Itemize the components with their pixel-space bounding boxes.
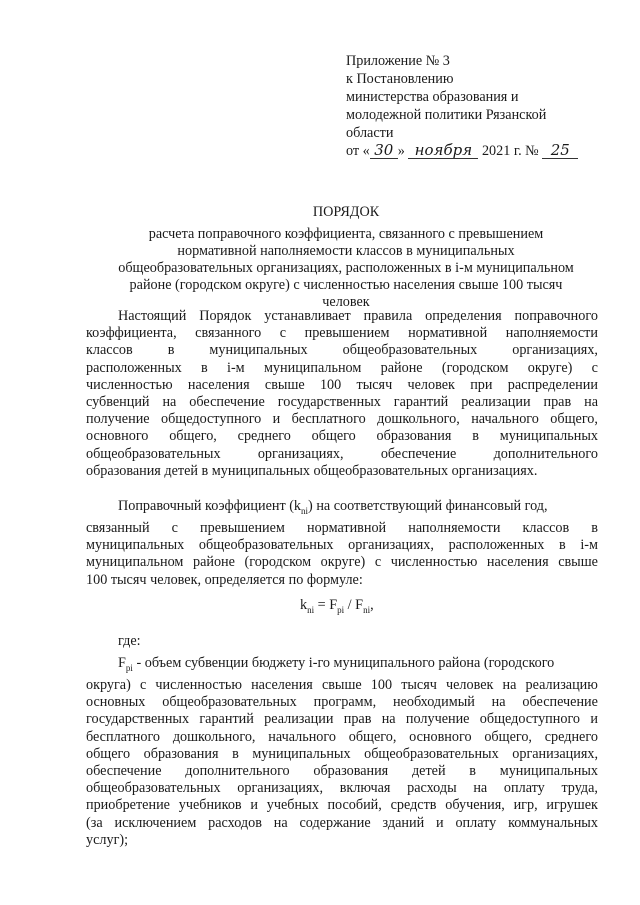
word: начального	[471, 411, 539, 428]
word: получение	[86, 411, 150, 428]
word: при	[470, 376, 493, 393]
text-fragment: ) на соответствующий финансовый год,	[308, 498, 548, 514]
word: гарантий	[199, 711, 254, 728]
word: организациях,	[257, 445, 344, 462]
word: среднего	[544, 728, 598, 745]
word: оплату	[503, 780, 545, 797]
word: в	[469, 763, 476, 780]
title-line: нормативной наполняемости классов в муниципальных	[177, 243, 515, 259]
word: государственных	[277, 394, 381, 411]
word: поправочного	[514, 308, 598, 324]
word: исключением	[114, 814, 197, 831]
word: превышением	[304, 325, 390, 342]
word: и	[436, 814, 444, 831]
word: классов	[86, 342, 133, 359]
appendix-line: министерства образования и	[346, 89, 519, 105]
word: реализации	[461, 394, 531, 411]
word: определения	[425, 308, 502, 324]
word: в	[167, 342, 175, 359]
text-line	[86, 797, 598, 814]
word: основных	[86, 694, 146, 711]
word: округа)	[86, 677, 131, 694]
word: учебных	[266, 797, 319, 814]
word: труда,	[561, 780, 598, 797]
text-line	[86, 446, 598, 463]
word: свыше	[321, 677, 362, 694]
word: на	[162, 394, 177, 411]
word: начального	[268, 728, 336, 745]
paragraph-definition	[86, 655, 598, 849]
word: в	[201, 359, 208, 376]
word: включая	[339, 780, 391, 797]
word: (городском	[244, 554, 312, 571]
word: образования	[376, 428, 452, 445]
word: населения	[486, 554, 549, 571]
date-year: 2021 г. №	[481, 143, 539, 159]
formula-symbol: / F	[344, 597, 364, 613]
word: свыше	[264, 376, 305, 393]
word: связанный	[86, 520, 150, 537]
word: (за	[86, 814, 103, 831]
date-prefix: от «	[346, 143, 370, 159]
word: муниципальном	[86, 554, 184, 571]
text-fragment: F	[118, 655, 126, 671]
word: i-м	[580, 537, 598, 554]
formula-subscript: pi	[337, 604, 345, 615]
word: тысяч	[401, 677, 437, 694]
word: коэффициента,	[86, 325, 177, 342]
title-line: общеобразовательных организациях, расположенных в i-м муниципальном	[118, 260, 574, 276]
word: организациях,	[237, 780, 324, 797]
word: организациях,	[512, 745, 598, 762]
word: человек	[446, 677, 494, 694]
formula-symbol: = F	[314, 597, 338, 613]
word: общедоступного	[161, 411, 262, 428]
word: реализацию	[525, 677, 598, 694]
word: общего,	[169, 428, 217, 445]
word: коммунальных	[508, 814, 598, 831]
word: основного	[86, 428, 149, 445]
word: общего,	[348, 728, 397, 745]
word: общедоступного	[479, 711, 581, 728]
word: округе)	[320, 554, 366, 571]
word: на	[491, 694, 506, 711]
title-line: человек	[322, 294, 370, 310]
word: общеобразовательных	[364, 745, 499, 762]
word: общего	[311, 428, 356, 445]
word: и	[272, 411, 281, 428]
word: (городском	[441, 359, 509, 376]
word: обеспечение	[380, 445, 457, 462]
appendix-header	[346, 52, 596, 160]
formula-symbol: k	[300, 597, 308, 613]
word: приобретение	[86, 797, 170, 814]
word: нормативной	[307, 520, 387, 537]
word: расходы	[407, 780, 457, 797]
word: расположенных	[448, 537, 545, 554]
text-line	[86, 780, 598, 797]
word: обучения,	[445, 797, 505, 814]
word: свыше	[558, 554, 598, 571]
word: муниципальных	[499, 763, 598, 780]
word: на	[273, 814, 288, 831]
word: в	[472, 428, 479, 445]
text-fragment: - объем субвенции бюджету i-го муниципального района (городского	[132, 655, 555, 671]
word: классов	[522, 520, 570, 537]
text-line	[86, 815, 598, 832]
text-line: 100 тысяч человек, определяется по формуле:	[86, 571, 363, 588]
word: муниципальных	[252, 745, 351, 762]
word: на	[584, 394, 598, 411]
appendix-date-line	[346, 142, 596, 160]
word: человек	[407, 376, 455, 393]
formula-subscript: ni	[307, 604, 315, 615]
text-line	[86, 308, 598, 325]
word: программ,	[313, 694, 377, 711]
text-line	[86, 377, 598, 394]
word: общего,	[550, 411, 598, 428]
text-line	[86, 746, 598, 763]
word: прав	[543, 394, 572, 411]
word: среднего	[237, 428, 291, 445]
word: распределении	[507, 376, 598, 393]
word: на	[381, 711, 396, 728]
handwritten-month: ноября	[408, 142, 478, 159]
word: населения	[187, 376, 250, 393]
word: районе	[192, 554, 235, 571]
text-line	[86, 729, 598, 746]
text-line	[86, 411, 598, 428]
text-line	[86, 342, 598, 359]
formula-subscript: ni	[363, 604, 371, 615]
title-line: расчета поправочного коэффициента, связанного с превышением	[148, 226, 544, 242]
word: и	[250, 797, 258, 814]
handwritten-number: 25	[542, 142, 578, 159]
text-fragment: Поправочный коэффициент (k	[118, 498, 302, 514]
text-line	[86, 394, 598, 411]
word: правила	[363, 308, 413, 324]
word: бесплатного	[291, 411, 366, 428]
word: средств	[390, 797, 437, 814]
word: получение	[405, 711, 470, 728]
appendix-line: области	[346, 125, 394, 141]
text-line: услуг);	[86, 831, 129, 848]
word: Настоящий	[118, 308, 187, 324]
word: на	[473, 780, 488, 797]
subscript: pi	[125, 662, 133, 673]
text-line	[86, 537, 598, 554]
title-heading: ПОРЯДОК	[312, 204, 380, 220]
text-line	[86, 711, 598, 728]
word: дополнительного	[185, 763, 290, 780]
text-line	[86, 325, 598, 342]
word: организациях,	[512, 342, 598, 359]
appendix-line: Приложение № 3	[346, 53, 450, 69]
title-line: районе (городском округе) с численностью населения свыше 100 тысяч	[129, 277, 563, 293]
word: детей	[411, 763, 446, 780]
word: и	[590, 711, 598, 728]
word: субвенций	[86, 394, 150, 411]
paragraph-intro	[86, 308, 598, 480]
formula-symbol: ,	[370, 597, 374, 613]
word: обеспечение	[189, 394, 265, 411]
word: муниципальном	[263, 359, 362, 376]
word: обеспечение	[86, 763, 162, 780]
word: наполняемости	[408, 520, 501, 537]
word: наполняемости	[505, 325, 598, 342]
text-line: образования детей в муниципальных общеобразовательных организациях.	[86, 462, 538, 479]
word: численностью	[390, 554, 478, 571]
word: численностью	[155, 677, 242, 694]
text-line	[86, 428, 598, 445]
word: учебников	[178, 797, 242, 814]
word: основного	[409, 728, 472, 745]
word: с	[139, 677, 147, 694]
word: нормативной	[408, 325, 488, 342]
word: населения	[251, 677, 313, 694]
where-label: где:	[118, 633, 141, 649]
word: игр,	[513, 797, 538, 814]
word: районе	[380, 359, 423, 376]
word: численностью	[86, 376, 173, 393]
word: 100	[370, 677, 393, 694]
document-title	[90, 204, 602, 311]
word: общеобразовательных	[86, 780, 221, 797]
word: общеобразовательных	[86, 445, 221, 462]
word: с	[279, 325, 287, 342]
word: бесплатного	[86, 728, 161, 745]
word: дошкольного,	[377, 411, 460, 428]
word: Порядок	[199, 308, 252, 324]
word: образования	[143, 745, 219, 762]
word: расходов	[208, 814, 262, 831]
word: необходимый	[393, 694, 475, 711]
word: пособий,	[327, 797, 382, 814]
word: общеобразовательных	[342, 342, 478, 359]
text-line	[86, 520, 598, 537]
word: в	[558, 537, 566, 554]
word: оплату	[455, 814, 497, 831]
word: муниципальных	[209, 342, 308, 359]
text-line	[86, 360, 598, 377]
word: образования	[313, 763, 389, 780]
word: расположенных	[86, 359, 182, 376]
text-line	[86, 694, 598, 711]
word: содержание	[299, 814, 371, 831]
word: связанного	[195, 325, 262, 342]
word: устанавливает	[264, 308, 351, 324]
word: общеобразовательных	[198, 537, 334, 554]
text-line	[86, 655, 598, 677]
word: 100	[319, 376, 342, 393]
word: с	[171, 520, 178, 537]
subscript: ni	[301, 505, 309, 516]
handwritten-day: 30	[370, 142, 398, 159]
word: дошкольного,	[172, 728, 256, 745]
appendix-line: молодежной политики Рязанской	[346, 107, 547, 123]
word: общего,	[484, 728, 532, 745]
word: общеобразовательных	[162, 694, 297, 711]
word: обеспечение	[522, 694, 598, 711]
word: зданий	[382, 814, 425, 831]
word: i-м	[227, 359, 245, 376]
word: прав	[343, 711, 372, 728]
word: реализации	[264, 711, 334, 728]
text-line	[86, 677, 598, 694]
word: общего	[86, 745, 131, 762]
word: с	[374, 554, 382, 571]
formula	[300, 597, 374, 615]
appendix-line: к Постановлению	[346, 71, 454, 87]
word: муниципальных	[499, 428, 598, 445]
paragraph-coefficient	[86, 498, 598, 589]
word: муниципальных	[86, 537, 185, 554]
word: игрушек	[546, 797, 598, 814]
word: организациях,	[348, 537, 434, 554]
word: в	[591, 520, 598, 537]
word: на	[502, 677, 517, 694]
word: превышением	[200, 520, 285, 537]
word: в	[232, 745, 239, 762]
date-mid: »	[397, 143, 405, 159]
word: с	[591, 359, 598, 376]
text-line	[86, 554, 598, 571]
text-line	[86, 763, 598, 780]
word: тысяч	[356, 376, 393, 393]
word: округе)	[527, 359, 573, 376]
word: гарантий	[393, 394, 449, 411]
word: дополнительного	[493, 445, 598, 462]
word: государственных	[86, 711, 190, 728]
text-line	[86, 498, 598, 520]
